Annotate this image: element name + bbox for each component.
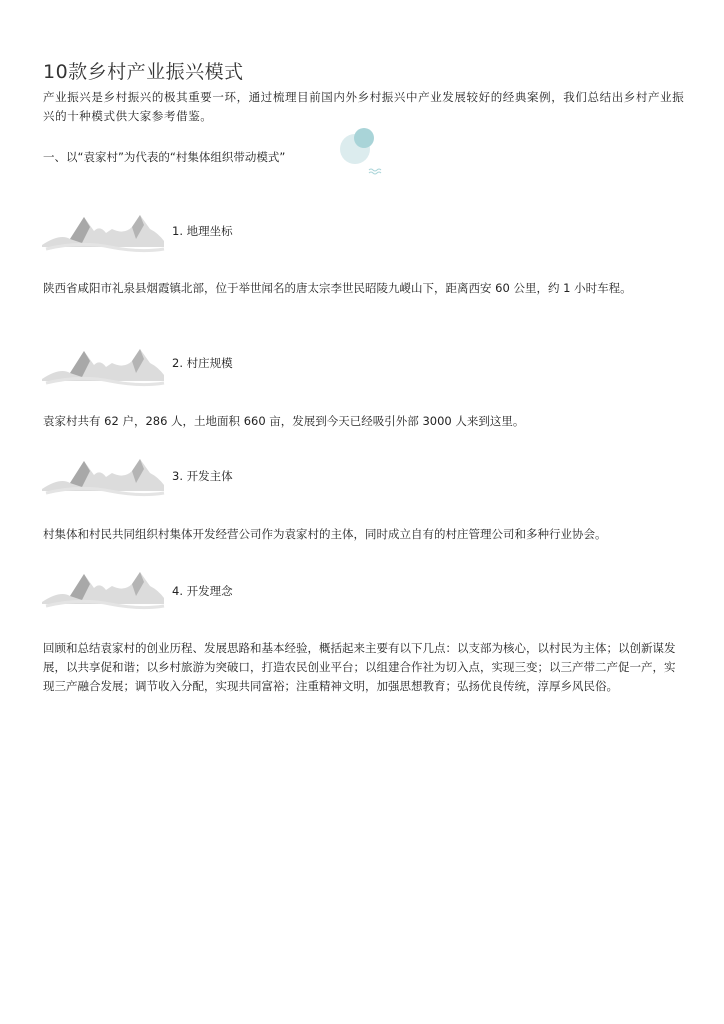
subsection-heading: 2. 村庄规模: [172, 356, 233, 370]
decorative-circles-icon: [336, 126, 388, 178]
subsection-body: 村集体和村民共同组织村集体开发经营公司作为袁家村的主体，同时成立自有的村庄管理公司和多种行业协会。: [43, 527, 607, 541]
subsection-body: 袁家村共有 62 户，286 人，土地面积 660 亩，发展到今天已经吸引外部 3000 人来到这里。: [43, 414, 525, 428]
ink-mountain-icon: [40, 337, 166, 389]
subsection-heading: 1. 地理坐标: [172, 224, 233, 238]
ink-mountain-icon: [40, 560, 166, 612]
ink-mountain-icon: [40, 447, 166, 499]
subsection-body: 回顾和总结袁家村的创业历程、发展思路和基本经验，概括起来主要有以下几点：以支部为核心，以村民为主体；以创新谋发展，以共享促和谐；以乡村旅游为突破口，打造农民创业平台；以组建合作社为切入点，实现三变；以三产带二产促一产，实现三产融合发展；调节收入分配，实现共同富裕；注重精神文明，加强思想教育；弘扬优良传统，淳厚乡风民俗。: [43, 641, 676, 693]
subsection-body: 陕西省咸阳市礼泉县烟霞镇北部，位于举世闻名的唐太宗李世民昭陵九嵕山下，距离西安 60 公里，约 1 小时车程。: [43, 281, 632, 295]
page-title: 10款乡村产业振兴模式: [43, 61, 244, 83]
subsection-heading: 4. 开发理念: [172, 584, 233, 598]
intro-paragraph: 产业振兴是乡村振兴的极其重要一环，通过梳理目前国内外乡村振兴中产业发展较好的经典案例，我们总结出乡村产业振兴的十种模式供大家参考借鉴。: [43, 90, 685, 123]
ink-mountain-icon: [40, 203, 166, 255]
subsection-heading: 3. 开发主体: [172, 469, 233, 483]
section-heading: 一、以“袁家村”为代表的“村集体组织带动模式”: [43, 150, 286, 164]
